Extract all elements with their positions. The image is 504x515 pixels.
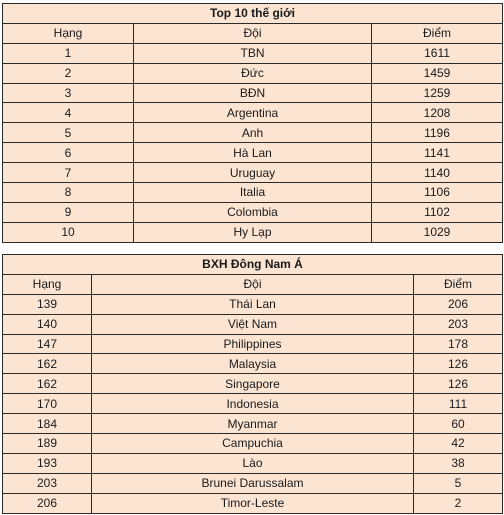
points-cell: 1140: [372, 163, 503, 183]
rank-cell: 140: [3, 314, 92, 334]
world-top10-table: [2, 3, 503, 243]
table-row: [3, 222, 503, 242]
rank-cell: 9: [3, 202, 134, 222]
table-row: [3, 473, 503, 493]
rank-cell: 10: [3, 222, 134, 242]
team-cell: Timor-Leste: [92, 493, 414, 513]
points-cell: 2: [414, 493, 503, 513]
table-row: [3, 374, 503, 394]
table-row: [3, 83, 503, 103]
rank-cell: 162: [3, 354, 92, 374]
team-cell: Anh: [134, 123, 372, 143]
team-cell: Hy Lạp: [134, 222, 372, 242]
team-cell: Hà Lan: [134, 143, 372, 163]
rank-cell: 7: [3, 163, 134, 183]
team-cell: Lào: [92, 453, 414, 473]
rank-cell: 193: [3, 453, 92, 473]
team-cell: Đức: [134, 63, 372, 83]
table-row: [3, 334, 503, 354]
points-cell: 1102: [372, 202, 503, 222]
table-row: [3, 163, 503, 183]
rank-cell: 3: [3, 83, 134, 103]
rank-cell: 6: [3, 143, 134, 163]
rank-cell: 4: [3, 103, 134, 123]
points-cell: 1106: [372, 183, 503, 203]
table-row: [3, 294, 503, 314]
table-row: [3, 394, 503, 414]
team-cell: Brunei Darussalam: [92, 473, 414, 493]
points-cell: 1459: [372, 63, 503, 83]
table-row: [3, 314, 503, 334]
points-cell: 1208: [372, 103, 503, 123]
team-cell: Indonesia: [92, 394, 414, 414]
team-cell: BĐN: [134, 83, 372, 103]
points-cell: 1141: [372, 143, 503, 163]
rank-cell: 5: [3, 123, 134, 143]
table-row: [3, 493, 503, 513]
rank-cell: 1: [3, 43, 134, 63]
table-row: [3, 453, 503, 473]
table-row: [3, 202, 503, 222]
rank-cell: 170: [3, 394, 92, 414]
rank-cell: 139: [3, 294, 92, 314]
team-cell: Italia: [134, 183, 372, 203]
points-cell: 1029: [372, 222, 503, 242]
team-cell: Colombia: [134, 202, 372, 222]
rank-cell: 184: [3, 414, 92, 434]
team-cell: Malaysia: [92, 354, 414, 374]
team-header: Đội: [134, 23, 372, 43]
rank-cell: 206: [3, 493, 92, 513]
points-cell: 1611: [372, 43, 503, 63]
team-cell: Việt Nam: [92, 314, 414, 334]
team-cell: Singapore: [92, 374, 414, 394]
table-row: [3, 103, 503, 123]
team-cell: Campuchia: [92, 434, 414, 454]
sea-table-title: BXH Đông Nam Á: [3, 255, 503, 275]
rank-cell: 8: [3, 183, 134, 203]
points-cell: 178: [414, 334, 503, 354]
team-header: Đội: [92, 274, 414, 294]
team-cell: Philippines: [92, 334, 414, 354]
table-row: [3, 434, 503, 454]
table-row: [3, 63, 503, 83]
points-cell: 126: [414, 374, 503, 394]
rank-header: Hạng: [3, 23, 134, 43]
team-cell: Uruguay: [134, 163, 372, 183]
world-title-row: [3, 4, 503, 24]
points-cell: 5: [414, 473, 503, 493]
points-cell: 203: [414, 314, 503, 334]
table-row: [3, 414, 503, 434]
team-cell: Myanmar: [92, 414, 414, 434]
table-row: [3, 123, 503, 143]
points-cell: 1259: [372, 83, 503, 103]
points-cell: 60: [414, 414, 503, 434]
rank-header: Hạng: [3, 274, 92, 294]
points-cell: 38: [414, 453, 503, 473]
points-cell: 206: [414, 294, 503, 314]
rank-cell: 189: [3, 434, 92, 454]
world-table-title: Top 10 thế giới: [3, 4, 503, 24]
team-cell: TBN: [134, 43, 372, 63]
rank-cell: 203: [3, 473, 92, 493]
rank-cell: 147: [3, 334, 92, 354]
points-cell: 42: [414, 434, 503, 454]
table-row: [3, 143, 503, 163]
table-row: [3, 43, 503, 63]
points-cell: 111: [414, 394, 503, 414]
points-cell: 126: [414, 354, 503, 374]
points-cell: 1196: [372, 123, 503, 143]
sea-header-row: [3, 274, 503, 294]
table-row: [3, 183, 503, 203]
points-header: Điểm: [414, 274, 503, 294]
rank-cell: 2: [3, 63, 134, 83]
team-cell: Argentina: [134, 103, 372, 123]
rank-cell: 162: [3, 374, 92, 394]
sea-title-row: [3, 255, 503, 275]
southeast-asia-table: [2, 254, 503, 514]
world-header-row: [3, 23, 503, 43]
table-row: [3, 354, 503, 374]
team-cell: Thái Lan: [92, 294, 414, 314]
points-header: Điểm: [372, 23, 503, 43]
